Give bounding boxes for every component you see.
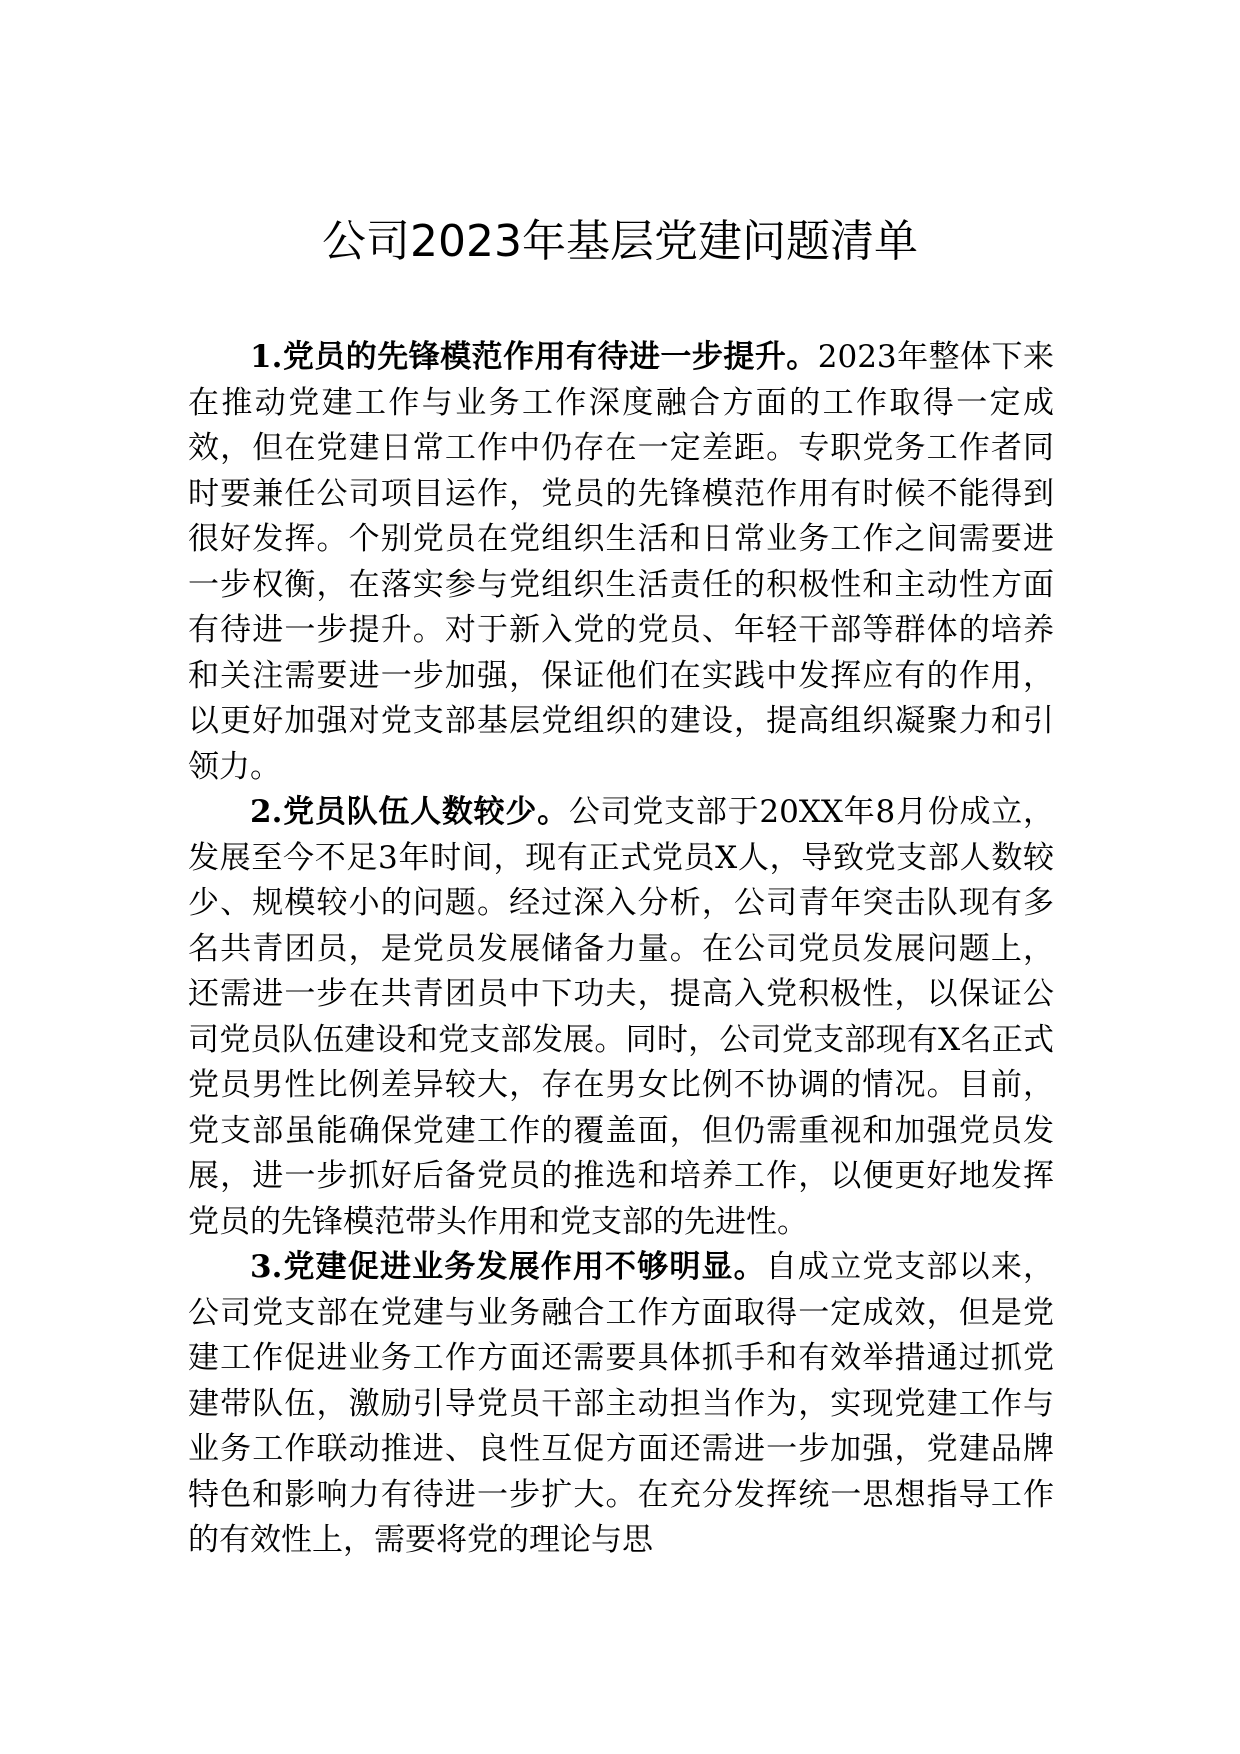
- document-body: [188, 335, 1054, 1564]
- paragraph-1-text: 2023年整体下来在推动党建工作与业务工作深度融合方面的工作取得一定成效，但在党建日常工作中仍存在一定差距。专职党务工作者同时要兼任公司项目运作，党员的先锋模范作用有时候不能得到很好发挥。个别党员在党组织生活和日常业务工作之间需要进一步权衡，在落实参与党组织生活责任的积极性和主动性方面有待进一步提升。对于新入党的党员、年轻干部等群体的培养和关注需要进一步加强，保证他们在实践中发挥应有的作用，以更好加强对党支部基层党组织的建设，提高组织凝聚力和引领力。: [188, 339, 1054, 785]
- paragraph-2: [188, 790, 1054, 1245]
- paragraph-1-heading: 1.党员的先锋模范作用有待进一步提升。: [250, 339, 818, 375]
- paragraph-3-text: 自成立党支部以来，公司党支部在党建与业务融合工作方面取得一定成效，但是党建工作促进业务工作方面还需要具体抓手和有效举措通过抓党建带队伍，激励引导党员干部主动担当作为，实现党建工作与业务工作联动推进、良性互促方面还需进一步加强，党建品牌特色和影响力有待进一步扩大。在充分发挥统一思想指导工作的有效性上，需要将党的理论与思: [188, 1249, 1054, 1558]
- paragraph-3-heading: 3.党建促进业务发展作用不够明显。: [250, 1249, 766, 1285]
- paragraph-3: [188, 1245, 1054, 1564]
- paragraph-2-heading: 2.党员队伍人数较少。: [250, 794, 569, 830]
- document-title: 公司2023年基层党建问题清单: [322, 216, 918, 267]
- paragraph-1: [188, 335, 1054, 790]
- paragraph-2-text: 公司党支部于20XX年8月份成立，发展至今不足3年时间，现有正式党员X人，导致党支部人数较少、规模较小的问题。经过深入分析，公司青年突击队现有多名共青团员，是党员发展储备力量。在公司党员发展问题上，还需进一步在共青团员中下功夫，提高入党积极性，以保证公司党员队伍建设和党支部发展。同时，公司党支部现有X名正式党员男性比例差异较大，存在男女比例不协调的情况。目前，党支部虽能确保党建工作的覆盖面，但仍需重视和加强党员发展，进一步抓好后备党员的推选和培养工作，以便更好地发挥党员的先锋模范带头作用和党支部的先进性。: [188, 794, 1054, 1240]
